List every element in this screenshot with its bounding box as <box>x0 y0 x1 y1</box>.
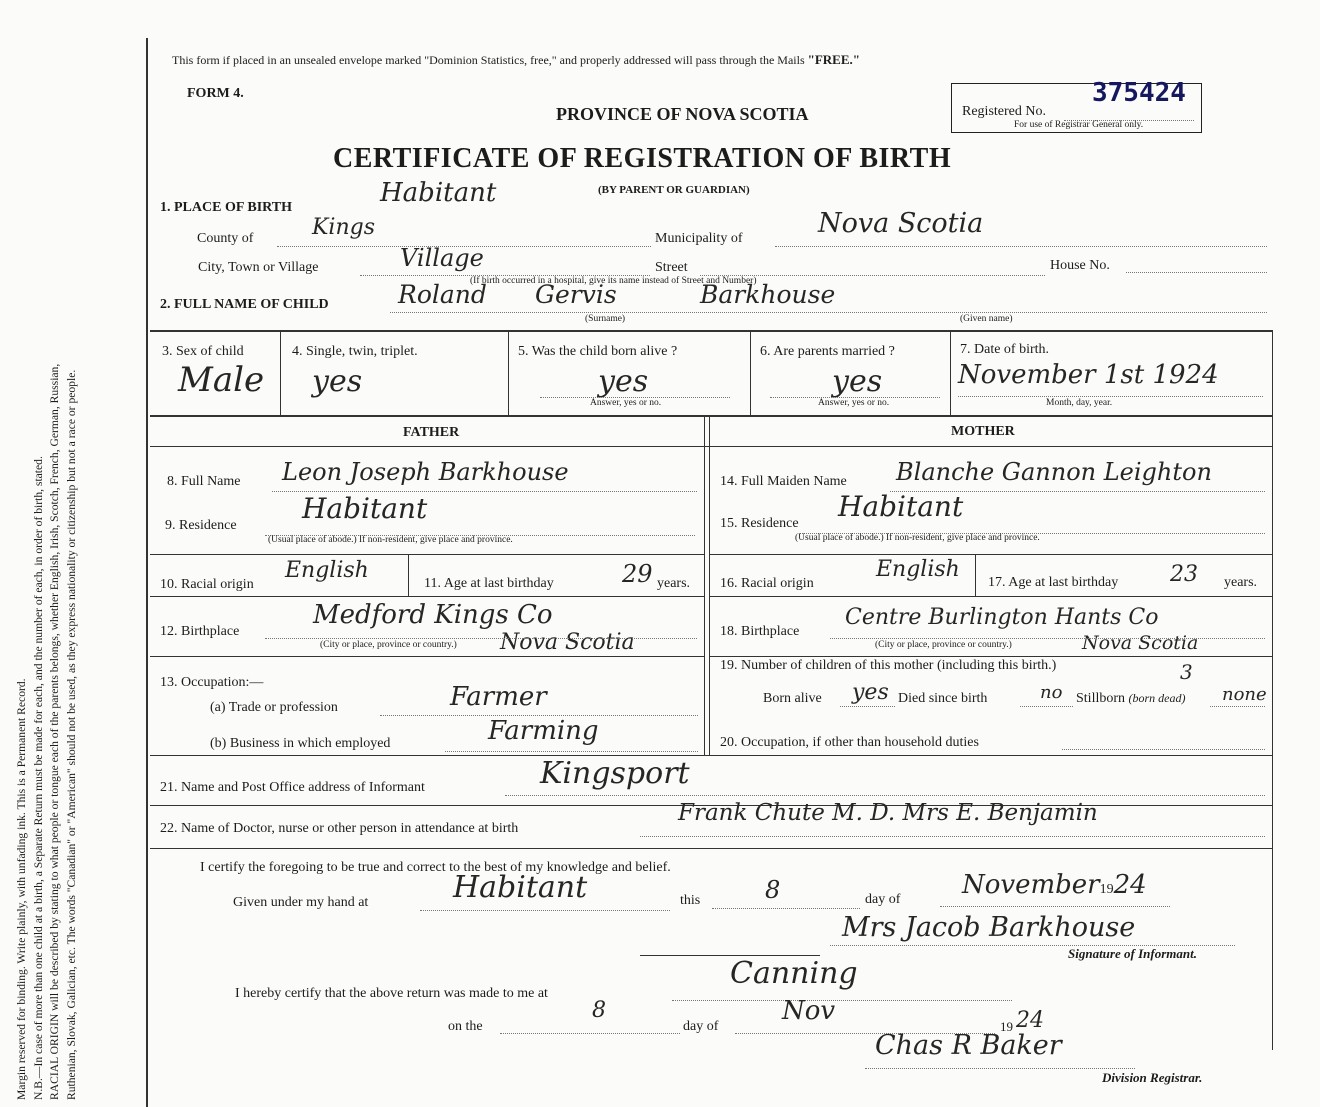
father-birthplace-line2: Nova Scotia <box>500 630 635 655</box>
died-since-birth-count: no <box>1040 682 1063 703</box>
given-place: Habitant <box>453 870 588 905</box>
mother-age-label: 17. Age at last birthday <box>988 575 1119 590</box>
informant-label: 21. Name and Post Office address of Informant <box>160 780 425 795</box>
certification-statement: I certify the foregoing to be true and correct to the best of my knowledge and belief. <box>200 860 671 875</box>
father-racial-origin-label: 10. Racial origin <box>160 577 254 592</box>
registrar-place: Canning <box>730 956 858 991</box>
father-header: FATHER <box>403 425 460 440</box>
margin-note-multiple-birth: N.B.—In case of more than one child at a birth, a Separate Return must be made for each, and the number of each, in order of birth, stated. <box>31 456 45 1100</box>
place-of-birth-value: Habitant <box>380 178 497 208</box>
answer-note-married: Answer, yes or no. <box>818 398 890 408</box>
mother-residence: Habitant <box>838 490 964 523</box>
street-label: Street <box>655 260 688 275</box>
registrar-day: 8 <box>592 998 606 1023</box>
registrar-on-the-label: on the <box>448 1019 483 1034</box>
father-birthplace-note: (City or place, province or country.) <box>320 640 457 650</box>
this-label: this <box>680 893 701 908</box>
plurality-label: 4. Single, twin, triplet. <box>292 344 418 359</box>
father-business: Farming <box>488 716 599 746</box>
registered-no-label: Registered No. <box>962 104 1046 119</box>
registrar-year: 24 <box>1016 1008 1044 1033</box>
free-label: "FREE." <box>807 52 860 67</box>
margin-notes <box>14 0 144 1100</box>
county-value: Kings <box>312 215 376 240</box>
certification-day-of-label: day of <box>865 892 901 907</box>
plurality-value: yes <box>312 364 363 399</box>
informant-address: Kingsport <box>540 756 690 791</box>
mother-age: 23 <box>1170 562 1198 587</box>
hospital-note: (If birth occurred in a hospital, give its name instead of Street and Number) <box>470 276 757 286</box>
father-age: 29 <box>622 560 653 588</box>
born-alive-question-label: 5. Was the child born alive ? <box>518 344 678 359</box>
county-label: County of <box>197 231 254 246</box>
certificate-title: CERTIFICATE OF REGISTRATION OF BIRTH <box>333 143 952 174</box>
parents-married-answer: yes <box>832 364 883 399</box>
child-name-label: 2. FULL NAME OF CHILD <box>160 297 329 312</box>
given-under-label: Given under my hand at <box>233 895 369 910</box>
father-racial-origin: English <box>285 558 369 583</box>
stillborn-count: none <box>1222 684 1267 705</box>
father-age-years: years. <box>657 576 691 591</box>
father-name: Leon Joseph Barkhouse <box>282 458 569 486</box>
registrar-year-prefix: 19 <box>1000 1019 1013 1034</box>
city-value: Village <box>400 244 484 272</box>
father-birthplace-label: 12. Birthplace <box>160 624 240 639</box>
registrar-signature: Chas R Baker <box>875 1030 1062 1061</box>
registrar-day-of-label: day of <box>683 1019 719 1034</box>
sex-label: 3. Sex of child <box>162 344 244 359</box>
informant-signature-label: Signature of Informant. <box>1068 946 1197 961</box>
father-abode-note: (Usual place of abode.) If non-resident, give place and province. <box>268 535 513 545</box>
margin-note-binding: Margin reserved for binding. Write plainly, with unfading ink. This is a Permanent Record. <box>15 678 28 1100</box>
father-occupation-label: 13. Occupation:— <box>160 675 264 690</box>
date-of-birth-label: 7. Date of birth. <box>960 342 1050 357</box>
father-residence-label: 9. Residence <box>165 518 237 533</box>
attendant-name: Frank Chute M. D. Mrs E. Benjamin <box>678 800 1098 826</box>
mother-header: MOTHER <box>951 424 1015 439</box>
sex-value: Male <box>178 360 265 400</box>
mother-age-years: years. <box>1224 575 1258 590</box>
date-of-birth-note: Month, day, year. <box>1046 398 1113 408</box>
mother-racial-origin-label: 16. Racial origin <box>720 576 814 591</box>
registrar-return-label: I hereby certify that the above return was made to me at <box>235 986 548 1001</box>
mother-residence-label: 15. Residence <box>720 516 799 531</box>
mother-birthplace-label: 18. Birthplace <box>720 624 800 639</box>
city-label: City, Town or Village <box>198 260 319 275</box>
mother-racial-origin: English <box>876 557 960 582</box>
certification-day: 8 <box>765 876 781 904</box>
father-name-label: 8. Full Name <box>167 474 241 489</box>
child-name-given: Roland <box>398 280 487 309</box>
registrar-month: Nov <box>782 996 836 1026</box>
child-name-middle: Gervis <box>535 280 617 309</box>
parents-married-label: 6. Are parents married ? <box>760 344 895 359</box>
municipality-label: Municipality of <box>655 231 743 246</box>
date-of-birth-value: November 1st 1924 <box>958 360 1219 390</box>
certification-month: November1924 <box>962 870 1147 900</box>
place-of-birth-label: 1. PLACE OF BIRTH <box>160 200 293 215</box>
province-heading: PROVINCE OF NOVA SCOTIA <box>556 104 809 124</box>
mother-occupation-label: 20. Occupation, if other than household duties <box>720 735 979 750</box>
mother-children: 3 <box>1180 660 1193 684</box>
attendant-label: 22. Name of Doctor, nurse or other person in attendance at birth <box>160 821 519 836</box>
house-no-label: House No. <box>1050 258 1110 273</box>
born-alive-count: yes <box>852 680 889 705</box>
margin-note-racial-origin: RACIAL ORIGIN will be described by stating to what people or tongue each of the parents belongs, whether English, Irish, Scotch, French, German, Russian, <box>48 363 62 1100</box>
surname-note: (Surname) <box>585 314 626 324</box>
mother-children-label: 19. Number of children of this mother (including this birth.) <box>720 658 1057 673</box>
father-residence: Habitant <box>302 492 428 525</box>
father-trade: Farmer <box>450 682 547 712</box>
mail-notice: This form if placed in an unsealed envelope marked "Dominion Statistics, free," and properly addressed will pass through the Mails "FREE." <box>172 52 860 67</box>
mother-abode-note: (Usual place of abode.) If non-resident, give place and province. <box>795 533 1040 543</box>
mother-name: Blanche Gannon Leighton <box>896 458 1212 486</box>
father-trade-label: (a) Trade or profession <box>210 700 338 715</box>
mother-name-label: 14. Full Maiden Name <box>720 474 847 489</box>
born-alive-answer: yes <box>598 364 649 399</box>
mother-birthplace-line2: Nova Scotia <box>1082 632 1199 654</box>
given-name-note: (Given name) <box>960 314 1013 324</box>
stillborn-label: Stillborn (born dead) <box>1076 691 1186 706</box>
father-birthplace: Medford Kings Co <box>313 600 553 630</box>
margin-note-racial-origin-cont: Ruthenian, Slovak, Galician, etc. The words "Canadian" or "American" should not be used, as they express nationality or citizenship but not a race or people. <box>64 369 78 1100</box>
certificate-subtitle: (BY PARENT OR GUARDIAN) <box>598 184 750 196</box>
mother-birthplace-note: (City or place, province or country.) <box>875 640 1012 650</box>
registrar-use-note: For use of Registrar General only. <box>1014 120 1144 130</box>
died-since-birth-label: Died since birth <box>898 691 988 706</box>
mother-birthplace: Centre Burlington Hants Co <box>845 605 1159 630</box>
municipality-value: Nova Scotia <box>818 208 984 239</box>
registrar-signature-label: Division Registrar. <box>1102 1070 1203 1085</box>
father-age-label: 11. Age at last birthday <box>424 576 554 591</box>
answer-note-alive: Answer, yes or no. <box>590 398 662 408</box>
registered-no: 375424 <box>1092 78 1186 108</box>
informant-signature: Mrs Jacob Barkhouse <box>842 912 1136 943</box>
binding-margin-rule <box>146 38 148 1107</box>
child-name-surname: Barkhouse <box>700 280 836 309</box>
father-business-label: (b) Business in which employed <box>210 736 391 751</box>
registration-box <box>951 78 1202 133</box>
form-number: FORM 4. <box>187 86 244 101</box>
born-alive-label: Born alive <box>763 691 822 706</box>
